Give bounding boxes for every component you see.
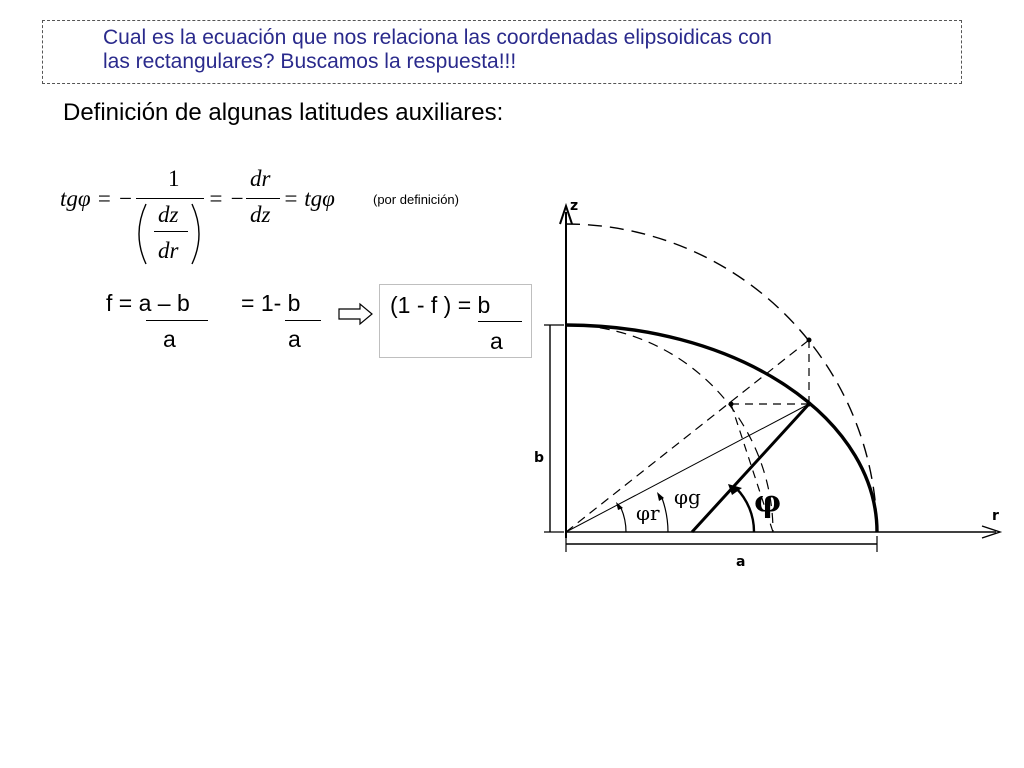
equation-numerator-1: 1 (168, 166, 180, 191)
answer-fraction-bar (478, 321, 522, 322)
auxiliary-circle (566, 224, 877, 532)
definition-note: (por definición) (373, 192, 459, 207)
phi-g-angle-arc (662, 498, 668, 532)
inner-fraction-bar (154, 231, 188, 232)
phi-r-label: φr (636, 501, 660, 525)
flattening-definition: f = a – b (106, 290, 190, 316)
question-line-2: las rectangulares? Buscamos la respuesta!!! (103, 50, 517, 73)
ellipse-point (807, 402, 812, 407)
section-heading: Definición de algunas latitudes auxiliares: (63, 99, 504, 126)
inner-numerator: dz (158, 202, 179, 227)
latitude-diagram (520, 190, 1020, 580)
phi-g-label: φg (674, 485, 701, 509)
flattening-second-form: = 1- b (241, 290, 301, 316)
implies-arrow-icon (338, 302, 374, 326)
answer-lhs: (1 - f ) = b (390, 292, 491, 318)
phi-r-angle-arc (621, 508, 626, 532)
r-axis-label: r (992, 508, 999, 524)
equation-lhs: tgφ = − (60, 186, 134, 211)
question-line-1: Cual es la ecuación que nos relaciona las coordenadas elipsoidicas con (103, 26, 772, 49)
question-box (42, 20, 962, 84)
answer-denominator: a (490, 328, 503, 354)
circle-point (807, 338, 812, 343)
phi-angle-arc (736, 488, 754, 532)
inner-dashed-arc (566, 325, 773, 532)
inner-point (729, 402, 734, 407)
answer-box (379, 284, 532, 358)
flattening-denominator-2: a (288, 326, 301, 352)
flattening-fraction-bar-1 (146, 320, 208, 321)
z-axis-label: z (570, 198, 579, 214)
equation-denominator-2: dz (250, 202, 271, 227)
fraction-bar-2 (246, 198, 280, 199)
b-dimension-label: b (534, 450, 545, 466)
inner-denominator: dr (158, 238, 179, 263)
flattening-denominator-1: a (163, 326, 176, 352)
flattening-fraction-bar-2 (285, 320, 321, 321)
fraction-bar-1 (136, 198, 204, 199)
a-dimension-label: a (736, 554, 746, 570)
equation-numerator-2: dr (250, 166, 271, 191)
equation-rhs: = tgφ (283, 186, 335, 211)
equation-equals-2: = − (208, 186, 245, 211)
phi-label: φ (754, 485, 782, 520)
